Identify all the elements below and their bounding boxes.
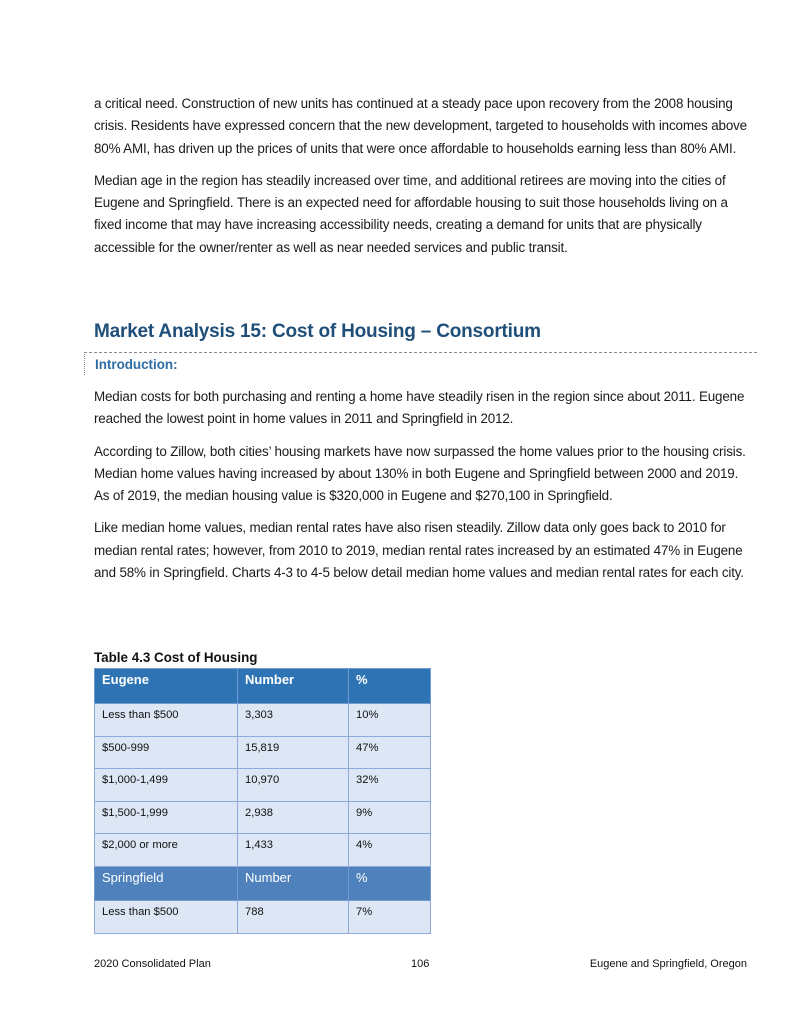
footer-page-number: 106: [411, 958, 430, 970]
footer-jurisdiction: Eugene and Springfield, Oregon: [589, 958, 747, 970]
table-cell: Less than $500: [95, 704, 238, 737]
paragraph-median-costs: Median costs for both purchasing and renting a home have steadily risen in the region since about 2011. Eugene reached the lowest point in home values in 2011 and Springfield in 2012.: [94, 389, 745, 427]
paragraph-housing-crisis: a critical need. Construction of new units has continued at a steady pace upon recovery from the 2008 housing crisis. Residents have expressed concern that the new development, targeted to households with incomes above 80% AMI, has driven up the prices of units that were once affordable to households earning less than 80% AMI.: [94, 96, 747, 156]
eugene-header-row: [95, 669, 431, 704]
table-cell: 9%: [349, 801, 431, 834]
section-title: Market Analysis 15: Cost of Housing – Consortium: [94, 321, 541, 342]
table-cell: $500-999: [95, 736, 238, 769]
table-cell: 47%: [349, 736, 431, 769]
table-cell: 4%: [349, 834, 431, 867]
table-cell: 1,433: [238, 834, 349, 867]
table-row: [95, 736, 431, 769]
header-cell: Eugene: [95, 669, 238, 704]
footer-document-title: 2020 Consolidated Plan: [94, 958, 211, 970]
table-cell: 32%: [349, 769, 431, 802]
table-row: [95, 834, 431, 867]
introduction-field: [84, 352, 757, 375]
table-cell: $1,500-1,999: [95, 801, 238, 834]
table-cell: $2,000 or more: [95, 834, 238, 867]
paragraph-zillow-home-values: According to Zillow, both cities’ housing markets have now surpassed the home values prior to the housing crisis. Median home values having increased by about 130% in both Eugene and Springfield between 2000 and 2019. As of 2019, the median housing value is $320,000 in Eugene and $270,100 in Springfield.: [94, 443, 746, 504]
header-cell: %: [349, 866, 431, 900]
header-cell: Number: [238, 669, 349, 704]
table-cell: Less than $500: [95, 900, 238, 933]
paragraph-rental-rates: Like median home values, median rental rates have also risen steadily. Zillow data only goes back to 2010 for median rental rates; however, from 2010 to 2019, median rental rates increased by an estimated 47% in Eugene and 58% in Springfield. Charts 4-3 to 4-5 below detail median home values and median rental rates for each city.: [94, 520, 744, 581]
introduction-label: Introduction:: [95, 357, 178, 372]
table-cell: $1,000-1,499: [95, 769, 238, 802]
top-text-block: [94, 93, 754, 259]
table-row: [95, 704, 431, 737]
table-caption: Table 4.3 Cost of Housing: [94, 650, 258, 665]
table-cell: 7%: [349, 900, 431, 933]
table-cell: 10,970: [238, 769, 349, 802]
table-cell: 15,819: [238, 736, 349, 769]
header-cell: Number: [238, 866, 349, 900]
cost-of-housing-table: [94, 668, 431, 934]
springfield-header-row: [95, 866, 431, 900]
table-row: [95, 801, 431, 834]
header-cell: Springfield: [95, 866, 238, 900]
header-cell: %: [349, 669, 431, 704]
table-cell: 788: [238, 900, 349, 933]
table-row: [95, 900, 431, 933]
table-row: [95, 769, 431, 802]
table-cell: 10%: [349, 704, 431, 737]
table-cell: 3,303: [238, 704, 349, 737]
section-body: [94, 386, 754, 594]
paragraph-median-age: Median age in the region has steadily increased over time, and additional retirees are moving into the cities of Eugene and Springfield. There is an expected need for affordable housing to suit those households living on a fixed income that may have increasing accessibility needs, creating a demand for units that are physically accessible for the owner/renter as well as near needed services and public transit.: [94, 172, 728, 255]
table-cell: 2,938: [238, 801, 349, 834]
